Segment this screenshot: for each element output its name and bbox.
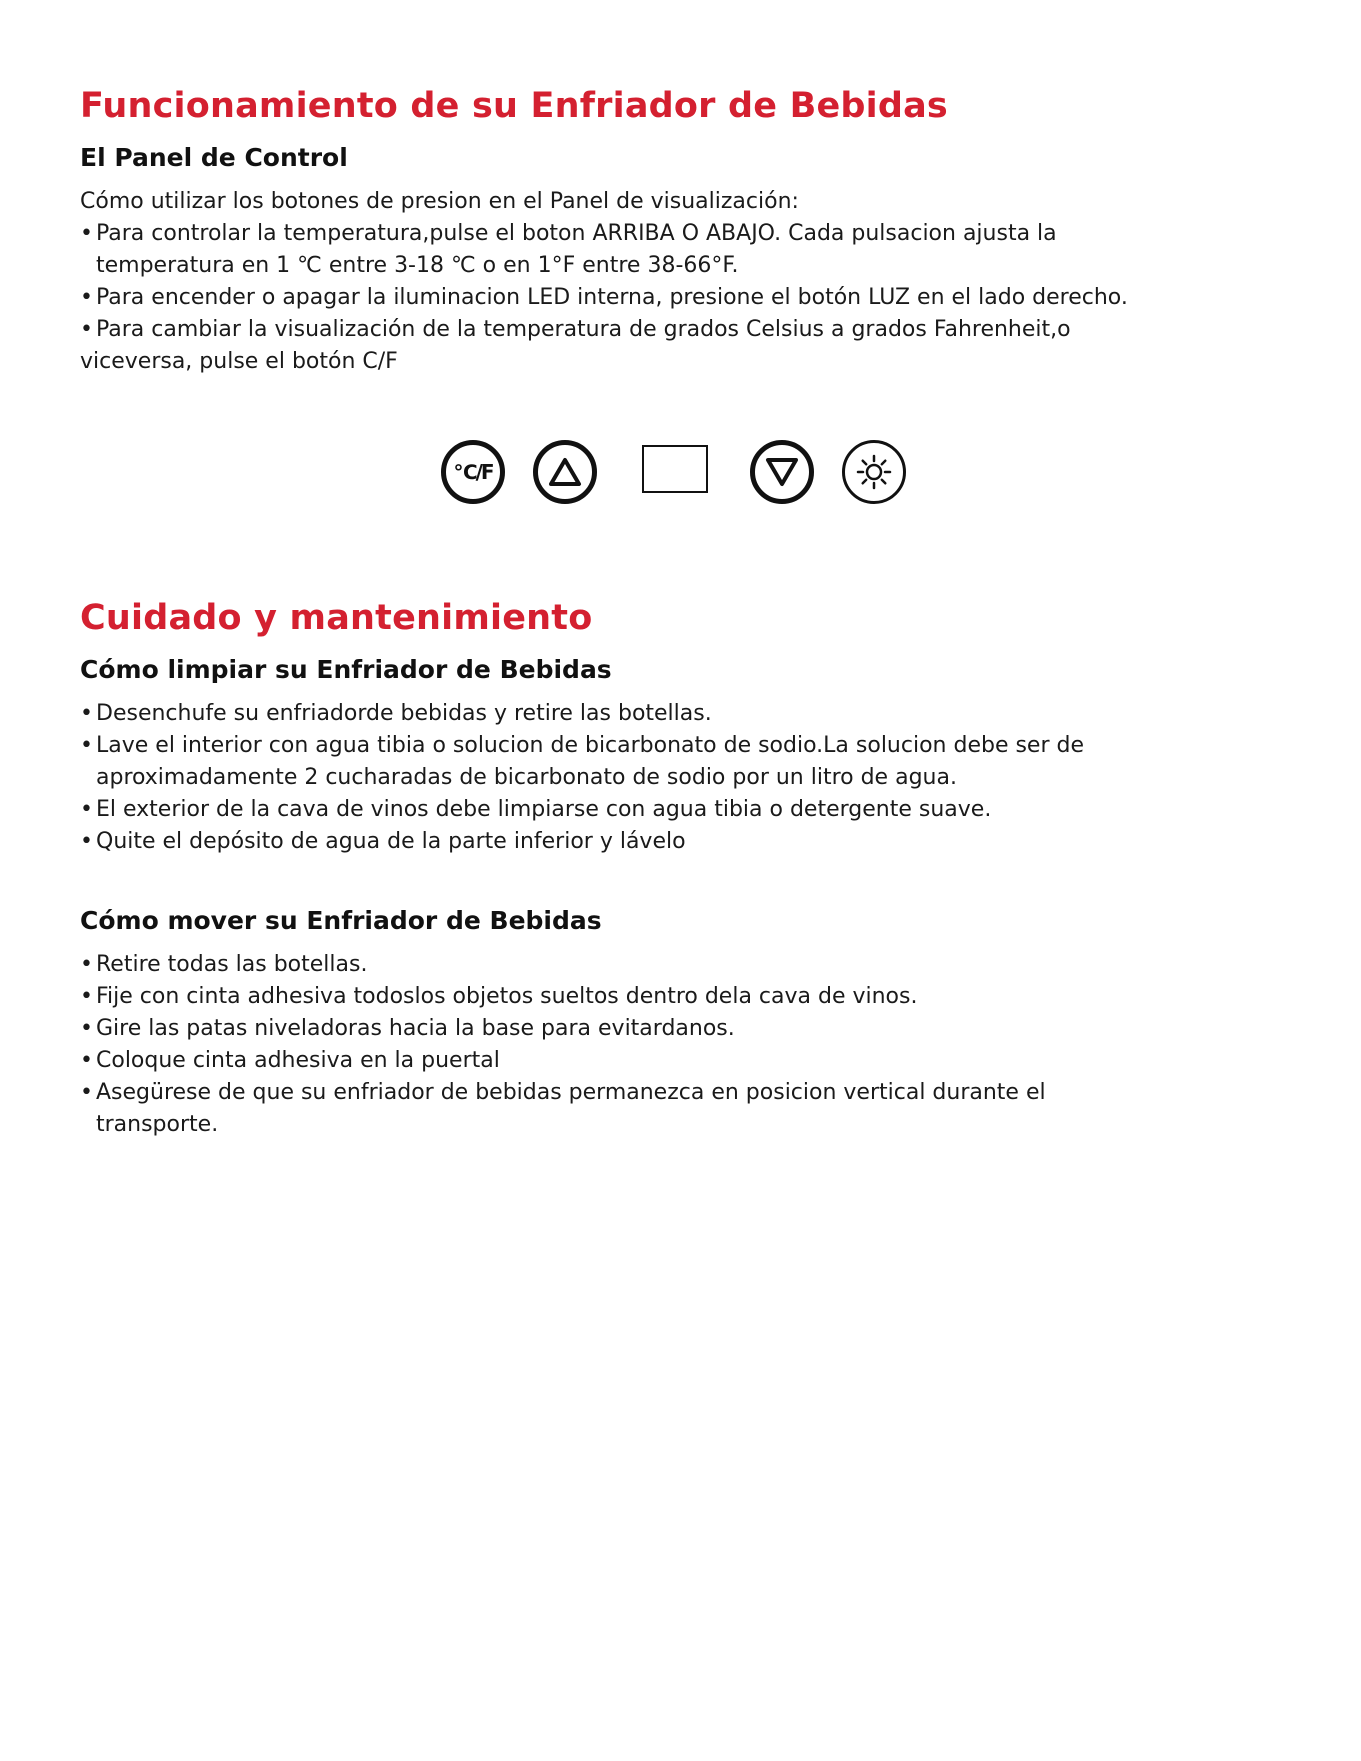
section-care	[80, 596, 1280, 858]
list-item	[80, 1045, 1280, 1077]
cleaning-bullet-list	[80, 698, 1280, 858]
subtitle-cleaning: Cómo limpiar su Enfriador de Bebidas	[80, 655, 612, 684]
section-title-operation: Funcionamiento de su Enfriador de Bebidas	[80, 86, 948, 126]
bullet-line: • Para cambiar la visualización de la temperatura de grados Celsius a grados Fahrenheit,o	[96, 317, 1071, 342]
section-title-care: Cuidado y mantenimiento	[80, 598, 593, 638]
section-moving	[80, 905, 1280, 1141]
arrow-up-button[interactable]	[533, 440, 597, 504]
list-item	[80, 826, 1280, 858]
lead-text: Cómo utilizar los botones de presion en el Panel de visualización:	[80, 189, 799, 214]
subtitle-moving: Cómo mover su Enfriador de Bebidas	[80, 906, 602, 935]
celsius-fahrenheit-button[interactable]	[441, 440, 505, 504]
bullet-line: • Retire todas las botellas.	[96, 952, 368, 977]
light-button[interactable]	[842, 440, 906, 504]
list-item	[80, 282, 1280, 314]
bullet-line: • Para controlar la temperatura,pulse el boton ARRIBA O ABAJO. Cada pulsacion ajusta la	[96, 221, 1057, 246]
list-item	[80, 730, 1280, 794]
light-icon	[854, 452, 894, 492]
list-item	[80, 1013, 1280, 1045]
temperature-display	[642, 445, 708, 493]
list-item	[80, 981, 1280, 1013]
list-item	[80, 698, 1280, 730]
operation-bullet-list	[80, 218, 1280, 346]
bullet-line: • Quite el depósito de agua de la parte inferior y lávelo	[96, 829, 686, 854]
arrow-up-icon	[548, 457, 582, 487]
bullet-line: • Coloque cinta adhesiva en la puertal	[96, 1048, 500, 1073]
section-operation	[80, 84, 1280, 378]
subtitle-control-panel: El Panel de Control	[80, 143, 348, 172]
celsius-fahrenheit-icon: ℃/F	[453, 460, 493, 484]
moving-bullet-list	[80, 949, 1280, 1141]
control-panel	[0, 434, 1361, 510]
bullet-line: aproximadamente 2 cucharadas de bicarbonato de sodio por un litro de agua.	[96, 765, 957, 790]
bullet-line: temperatura en 1 ℃ entre 3-18 ℃ o en 1°F entre 38-66°F.	[96, 253, 739, 278]
bullet-line: transporte.	[96, 1112, 219, 1137]
arrow-down-button[interactable]	[750, 440, 814, 504]
list-item	[80, 314, 1280, 346]
bullet-line: • Fije con cinta adhesiva todoslos objetos sueltos dentro dela cava de vinos.	[96, 984, 918, 1009]
arrow-down-icon	[765, 457, 799, 487]
list-item	[80, 1077, 1280, 1141]
bullet-line: • Desenchufe su enfriadorde bebidas y retire las botellas.	[96, 701, 712, 726]
bullet-continuation: viceversa, pulse el botón C/F	[80, 349, 398, 374]
bullet-line: • Gire las patas niveladoras hacia la base para evitardanos.	[96, 1016, 735, 1041]
list-item	[80, 218, 1280, 282]
bullet-line: • El exterior de la cava de vinos debe limpiarse con agua tibia o detergente suave.	[96, 797, 992, 822]
bullet-line: • Lave el interior con agua tibia o solucion de bicarbonato de sodio.La solucion debe ser de	[96, 733, 1085, 758]
list-item	[80, 794, 1280, 826]
list-item	[80, 949, 1280, 981]
bullet-line: • Para encender o apagar la iluminacion LED interna, presione el botón LUZ en el lado derecho.	[96, 285, 1128, 310]
bullet-line: • Asegürese de que su enfriador de bebidas permanezca en posicion vertical durante el	[96, 1080, 1046, 1105]
